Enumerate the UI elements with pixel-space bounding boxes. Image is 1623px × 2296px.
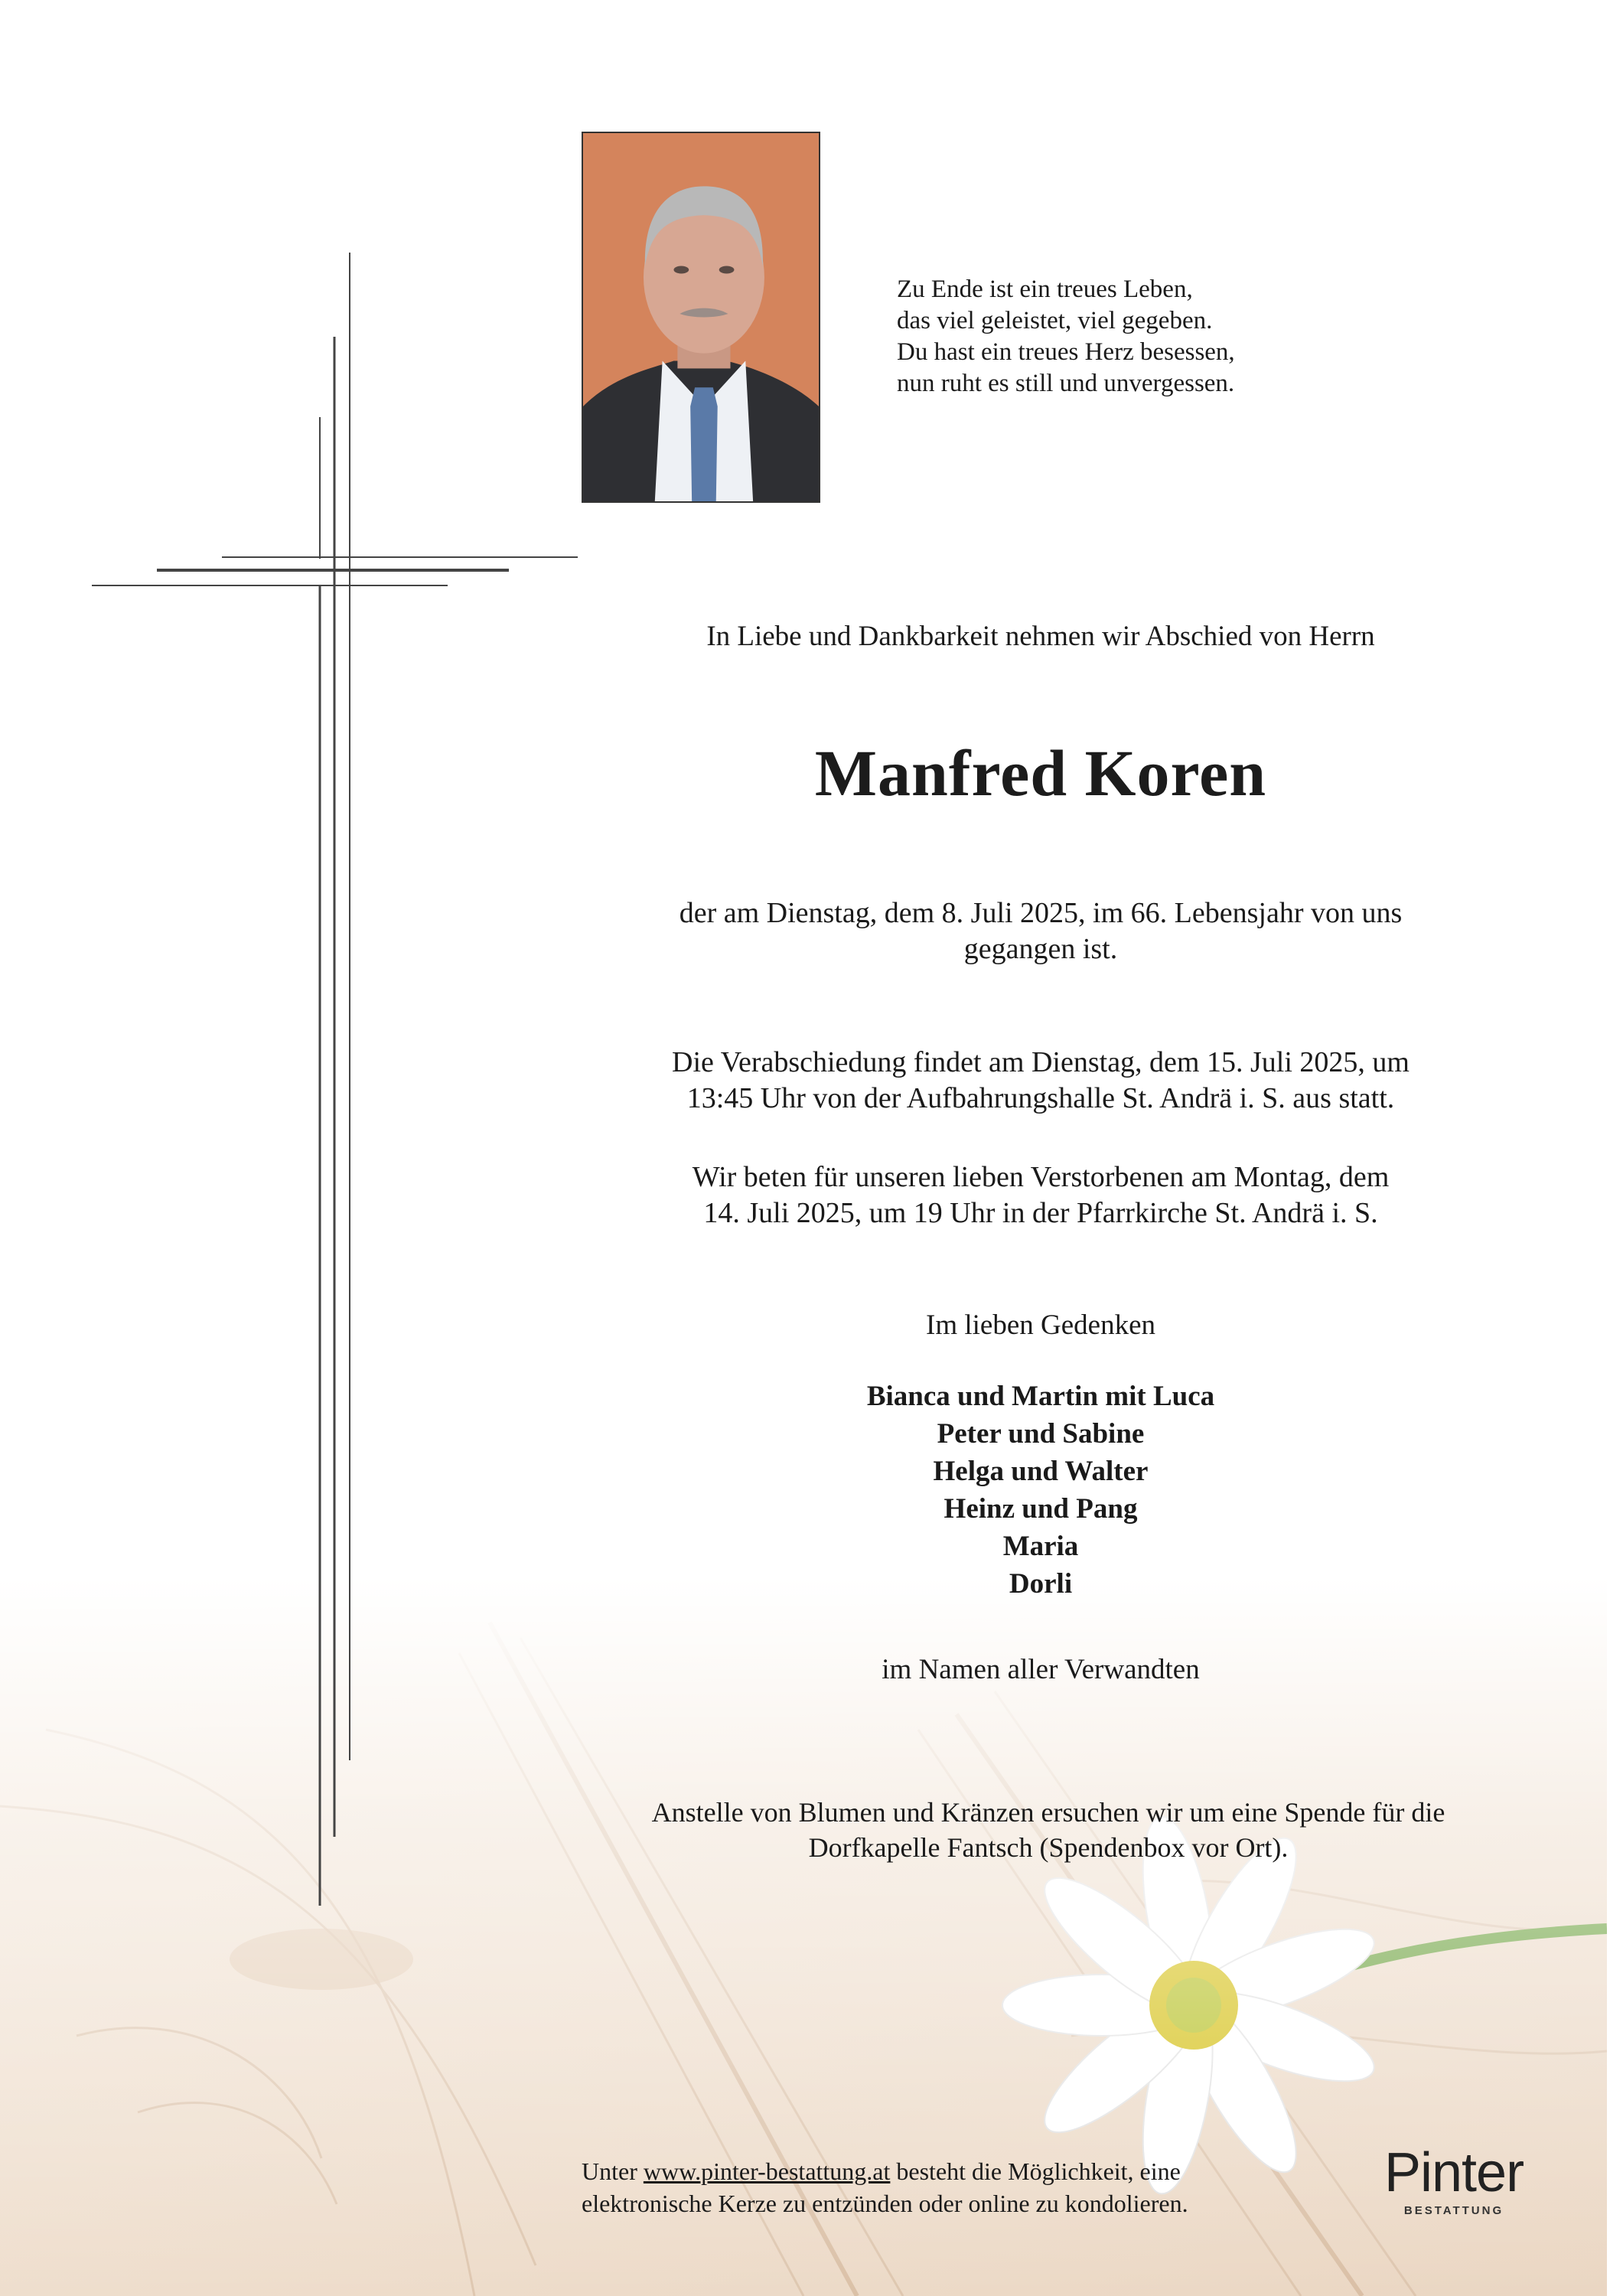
farewell-intro: In Liebe und Dankbarkeit nehmen wir Abschied von Herrn: [706, 621, 1375, 652]
portrait-photo: [582, 132, 820, 503]
poem-line: nun ruht es still und unvergessen.: [897, 370, 1235, 397]
death-notice-line: der am Dienstag, dem 8. Juli 2025, im 66. Lebensjahr von uns: [679, 897, 1403, 929]
ceremony-line: 13:45 Uhr von der Aufbahrungshalle St. Andrä i. S. aus statt.: [686, 1082, 1395, 1114]
mourner-item: Helga und Walter: [933, 1456, 1149, 1487]
mourner-item: Bianca und Martin mit Luca: [866, 1381, 1215, 1412]
memory-heading: Im lieben Gedenken: [926, 1309, 1155, 1341]
footer-suffix: besteht die Möglichkeit, eine: [890, 2157, 1181, 2185]
website-link[interactable]: www.pinter-bestattung.at: [643, 2157, 891, 2185]
ceremony-notice: [582, 1045, 1500, 1117]
footer-note: [582, 2155, 1293, 2219]
poem-line: Zu Ende ist ein treues Leben,: [897, 276, 1193, 303]
prayer-line: 14. Juli 2025, um 19 Uhr in der Pfarrkirche St. Andrä i. S.: [703, 1197, 1378, 1229]
mourner-item: Maria: [1002, 1531, 1079, 1562]
poem: [897, 274, 1356, 400]
logo-subtitle: BESTATTUNG: [1403, 2204, 1504, 2217]
donation-note: [574, 1795, 1523, 1865]
death-notice: [582, 895, 1500, 967]
mourners-list: [582, 1378, 1500, 1603]
footer-prefix: Unter: [582, 2157, 644, 2185]
logo-brand: Pinter: [1383, 2142, 1524, 2203]
donation-line: Dorfkapelle Fantsch (Spendenbox vor Ort).: [808, 1832, 1289, 1863]
donation-line: Anstelle von Blumen und Kränzen ersuchen wir um eine Spende für die: [651, 1797, 1445, 1828]
footer-line: elektronische Kerze zu entzünden oder online zu kondolieren.: [582, 2190, 1188, 2217]
mourner-item: Dorli: [1009, 1568, 1073, 1600]
poem-line: das viel geleistet, viel gegeben.: [897, 307, 1213, 334]
death-notice-line: gegangen ist.: [963, 933, 1118, 965]
poem-line: Du hast ein treues Herz besessen,: [897, 338, 1235, 366]
prayer-line: Wir beten für unseren lieben Verstorbenen am Montag, dem: [692, 1161, 1390, 1193]
prayer-notice: [582, 1159, 1500, 1231]
pinter-logo: [1362, 2143, 1546, 2217]
mourner-item: Peter und Sabine: [937, 1418, 1145, 1450]
ceremony-line: Die Verabschiedung findet am Dienstag, dem 15. Juli 2025, um: [672, 1046, 1410, 1078]
relatives-note: im Namen aller Verwandten: [882, 1654, 1200, 1685]
deceased-name: Manfred Koren: [814, 736, 1267, 810]
mourner-item: Heinz und Pang: [943, 1493, 1138, 1525]
